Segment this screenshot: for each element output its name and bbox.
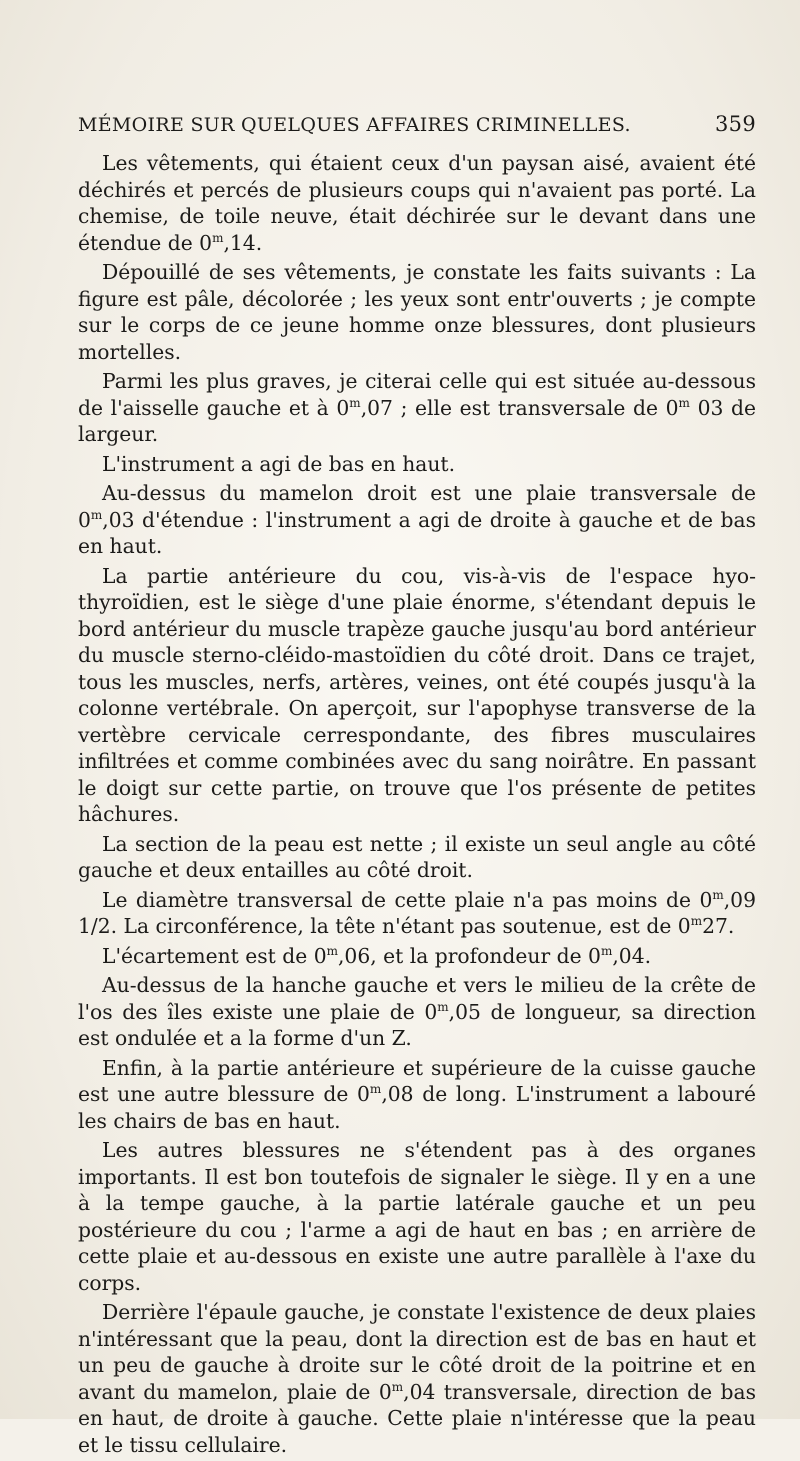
paragraph: Derrière l'épaule gauche, je constate l'existence de deux plaies n'intéressant que la peau, dont la direction est de bas en haut et un peu de gauche à droite sur le côté droit de la poitrine et en avant du mamelon, plaie de 0$^m$,04 transversale, direction de bas en haut, de droite à gauche. Cette plaie n'intéresse que la peau et le tissu cellulaire. <box>78 1300 756 1457</box>
body-text <box>78 150 756 1461</box>
paragraph: Au-dessus du mamelon droit est une plaie transversale de 0$^m$,03 d'étendue : l'instrument a agi de droite à gauche et de bas en haut. <box>78 481 756 558</box>
running-title: MÉMOIRE SUR QUELQUES AFFAIRES CRIMINELLES. <box>78 114 631 136</box>
paragraph: L'instrument a agi de bas en haut. <box>102 451 456 476</box>
running-header <box>78 112 756 136</box>
paragraph: La partie antérieure du cou, vis-à-vis de l'espace hyo-thyroïdien, est le siège d'une plaie énorme, s'étendant depuis le bord antérieur du muscle trapèze gauche jusqu'au bord antérieur du muscle sterno-cléido-mastoïdien du côté droit. Dans ce trajet, tous les muscles, nerfs, artères, veines, ont été coupés jusqu'à la colonne vertébrale. On aperçoit, sur l'apophyse transverse de la vertèbre cervicale cerrespondante, des fibres musculaires infiltrées et comme combinées avec du sang noirâtre. En passant le doigt sur cette partie, on trouve que l'os présente de petites hâchures. <box>78 563 756 826</box>
paragraph: L'écartement est de 0$^m$,06, et la profondeur de 0$^m$,04. <box>102 943 652 968</box>
paragraph: Les vêtements, qui étaient ceux d'un paysan aisé, avaient été déchirés et percés de plusieurs coups qui n'avaient pas porté. La chemise, de toile neuve, était déchirée sur le devant dans une étendue de 0$^m$,14. <box>78 151 756 255</box>
paragraph: Enfin, à la partie antérieure et supérieure de la cuisse gauche est une autre blessure de 0$^m$,08 de long. L'instrument a labouré les chairs de bas en haut. <box>78 1055 756 1133</box>
paragraph: Parmi les plus graves, je citerai celle qui est située au-dessous de l'aisselle gauche et à 0$^m$,07 ; elle est transversale de 0$^m$ 03 de largeur. <box>78 369 756 446</box>
page-number: 359 <box>715 112 756 136</box>
paragraph: Au-dessus de la hanche gauche et vers le milieu de la crête de l'os des îles existe une plaie de 0$^m$,05 de longueur, sa direction est ondulée et a la forme d'un Z. <box>78 973 756 1050</box>
paragraph: Les autres blessures ne s'étendent pas à des organes importants. Il est bon toutefois de signaler le siège. Il y en a une à la tempe gauche, à la partie latérale gauche et un peu postérieure du cou ; l'arme a agi de haut en bas ; en arrière de cette plaie et au-dessous en existe une autre parallèle à l'axe du corps. <box>78 1138 756 1295</box>
paragraph: Dépouillé de ses vêtements, je constate les faits suivants : La figure est pâle, décolorée ; les yeux sont entr'ouverts ; je compte sur le corps de ce jeune homme onze blessures, dont plusieurs mortelles. <box>78 260 756 364</box>
paragraph: La section de la peau est nette ; il existe un seul angle au côté gauche et deux entailles au côté droit. <box>78 831 756 882</box>
paragraph: Le diamètre transversal de cette plaie n'a pas moins de 0$^m$,09 1/2. La circonférence, la tête n'étant pas soutenue, est de 0$^m$27. <box>78 887 756 938</box>
